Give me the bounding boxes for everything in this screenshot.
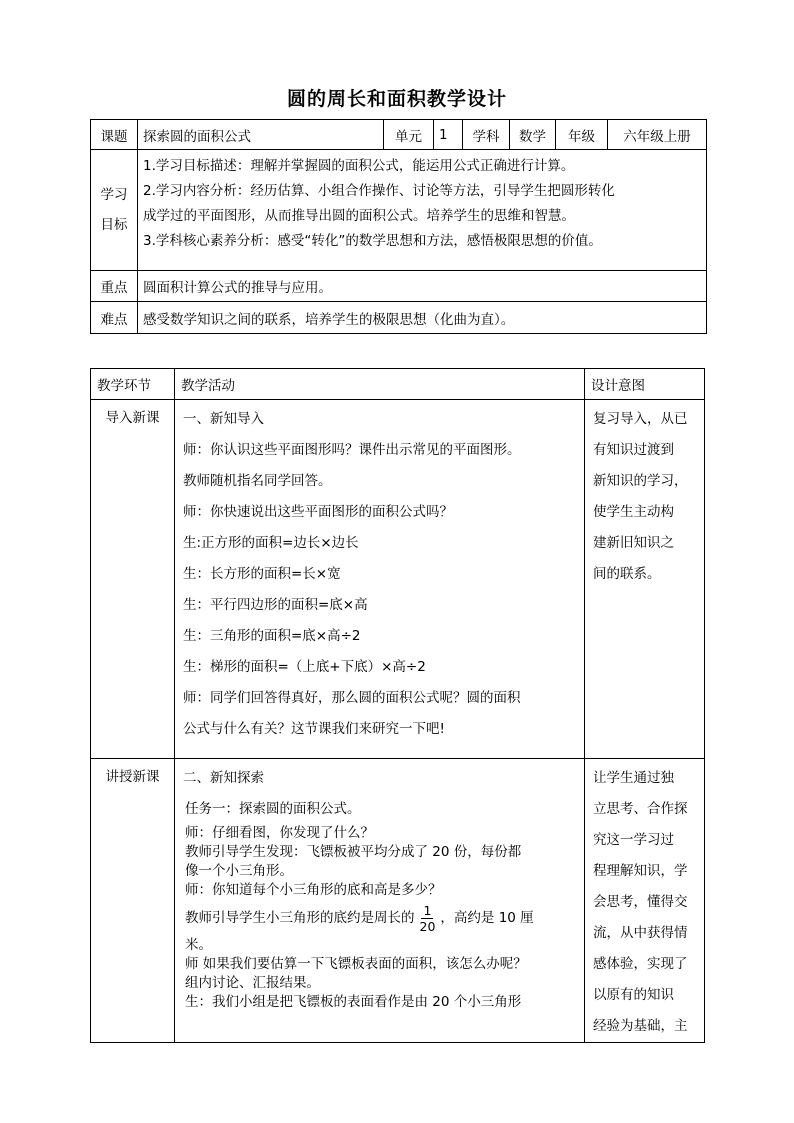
intent-line: 会思考，懂得交 xyxy=(593,894,688,910)
key-row xyxy=(91,271,707,302)
activity-line: 师：你快速说出这些平面图形的面积公式吗？ xyxy=(183,504,453,520)
difficulty-label: 难点 xyxy=(91,302,138,334)
page-title: 圆的周长和面积教学设计 xyxy=(286,88,507,110)
intent-line: 让学生通过独 xyxy=(593,770,674,786)
lesson-table xyxy=(90,368,705,1043)
fraction-text-after: ，高约是 10 厘 xyxy=(440,910,534,926)
intent-line: 复习导入，从已 xyxy=(593,411,688,427)
activity-line: 组内讨论、汇报结果。 xyxy=(185,975,320,991)
goal-line: 成学过的平面图形，从而推导出圆的面积公式。培养学生的思维和智慧。 xyxy=(143,208,575,224)
activity-line: 教师引导学生发现：飞镖板被平均分成了 20 份，每份都 xyxy=(185,844,522,860)
key-value: 圆面积计算公式的推导与应用。 xyxy=(138,271,707,302)
info-table xyxy=(90,119,707,334)
unit-label: 单元 xyxy=(384,120,434,150)
fraction-denominator: 20 xyxy=(419,918,436,934)
activity-line: 师：仔细看图，你发现了什么？ xyxy=(185,825,374,841)
topic-value: 探索圆的面积公式 xyxy=(138,120,384,150)
intent-line: 以原有的知识 xyxy=(593,987,674,1003)
topic-label: 课题 xyxy=(91,120,138,150)
activity-line: 师 如果我们要估算一下飞镖板表面的面积，该怎么办呢？ xyxy=(185,956,527,972)
goals-label-line: 学习 xyxy=(100,187,128,203)
fraction-text-before: 教师引导学生小三角形的底约是周长的 xyxy=(185,910,415,926)
goal-line: 2.学习内容分析：经历估算、小组合作操作、讨论等方法，引导学生把圆形转化 xyxy=(143,183,615,199)
activity-line: 生：长方形的面积=长×宽 xyxy=(183,566,341,582)
header-intent: 设计意图 xyxy=(585,369,705,400)
activity-intro xyxy=(175,400,585,759)
goals-row xyxy=(91,150,707,271)
activity-line: 师：你知道每个小三角形的底和高是多少？ xyxy=(185,882,442,898)
intent-line: 究这一学习过 xyxy=(593,832,674,848)
activity-line: 教师随机指名同学回答。 xyxy=(183,473,332,489)
header-stage: 教学环节 xyxy=(91,369,175,400)
activity-task: 任务一：探索圆的面积公式。 xyxy=(185,801,361,817)
header-activity: 教学活动 xyxy=(175,369,585,400)
section-teach-row xyxy=(91,759,705,1043)
activity-line: 一、新知导入 xyxy=(183,411,264,427)
fraction-numerator: 1 xyxy=(423,902,432,918)
grade-label: 年级 xyxy=(556,120,608,150)
intent-line: 新知识的学习， xyxy=(593,473,688,489)
subject-value: 数学 xyxy=(510,120,556,150)
activity-teach xyxy=(175,759,585,1043)
activity-line: 像一个小三角形。 xyxy=(185,863,293,879)
intent-line: 有知识过渡到 xyxy=(593,442,674,458)
activity-line: 师：你认识这些平面图形吗？课件出示常见的平面图形。 xyxy=(183,442,521,458)
activity-line: 公式与什么有关？这节课我们来研究一下吧! xyxy=(183,721,445,737)
intent-line: 立思考、合作探 xyxy=(593,801,688,817)
goals-label-line: 目标 xyxy=(100,217,128,233)
stage-teach: 讲授新课 xyxy=(91,759,175,1043)
activity-heading: 二、新知探索 xyxy=(183,770,264,786)
activity-fraction-line xyxy=(183,900,576,936)
difficulty-value: 感受数学知识之间的联系，培养学生的极限思想（化曲为直）。 xyxy=(138,302,707,334)
intent-line: 感体验，实现了 xyxy=(593,956,688,972)
key-label: 重点 xyxy=(91,271,138,302)
intent-line: 程理解知识，学 xyxy=(593,863,688,879)
intent-intro xyxy=(585,400,705,759)
fraction xyxy=(418,903,438,934)
stage-intro: 导入新课 xyxy=(91,400,175,759)
goals-label xyxy=(91,150,138,271)
intent-line: 建新旧知识之 xyxy=(593,535,674,551)
lesson-header-row xyxy=(91,369,705,400)
section-intro-row xyxy=(91,400,705,759)
goal-line: 1.学习目标描述：理解并掌握圆的面积公式，能运用公式正确进行计算。 xyxy=(143,158,575,174)
intent-line: 间的联系。 xyxy=(593,566,661,582)
difficulty-row xyxy=(91,302,707,334)
goal-line: 3.学科核心素养分析：感受“转化”的数学思想和方法，感悟极限思想的价值。 xyxy=(143,233,602,249)
unit-value: 1 xyxy=(434,120,463,150)
activity-line: 生：梯形的面积=（上底+下底）×高÷2 xyxy=(183,659,426,675)
intent-line: 经验为基础，主 xyxy=(593,1018,688,1034)
intent-teach xyxy=(585,759,705,1043)
activity-line: 师：同学们回答得真好，那么圆的面积公式呢？圆的面积 xyxy=(183,690,521,706)
activity-line: 米。 xyxy=(185,937,212,953)
grade-value: 六年级上册 xyxy=(608,120,707,150)
activity-line: 生：平行四边形的面积=底×高 xyxy=(183,597,368,613)
subject-label: 学科 xyxy=(463,120,510,150)
topic-row xyxy=(91,120,707,150)
goals-content xyxy=(138,150,707,271)
intent-line: 使学生主动构 xyxy=(593,504,674,520)
activity-line: 生:正方形的面积=边长×边长 xyxy=(183,535,359,551)
activity-line: 生：三角形的面积=底×高÷2 xyxy=(183,628,361,644)
intent-line: 流，从中获得情 xyxy=(593,925,688,941)
activity-line: 生：我们小组是把飞镖板的表面看作是由 20 个小三角形 xyxy=(185,994,522,1010)
